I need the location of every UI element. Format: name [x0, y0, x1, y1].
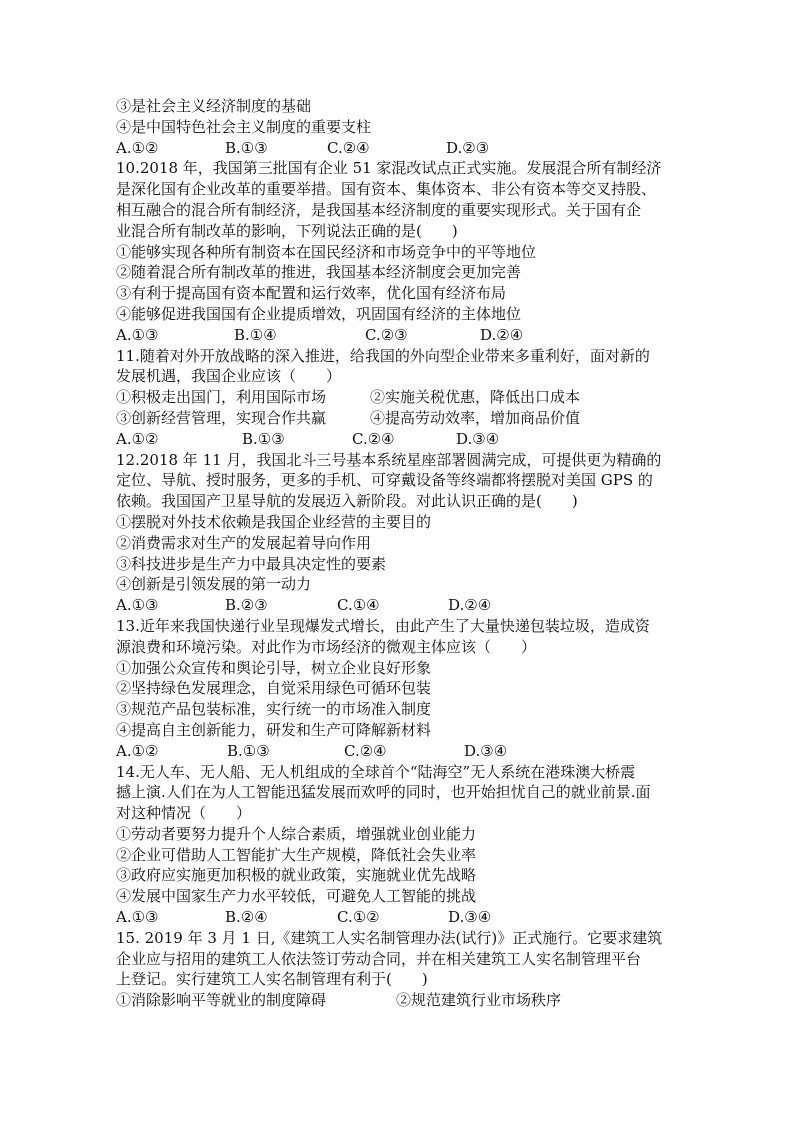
item-line: ③有利于提高国有资本配置和运行效率，优化国有经济布局 — [116, 284, 507, 303]
item-line: ①劳动者要努力提升个人综合素质，增强就业创业能力 — [116, 824, 477, 843]
answer-options — [116, 907, 686, 928]
question-stem-line: 对这种情况（ ） — [116, 804, 252, 823]
question-14 — [116, 762, 686, 928]
item-line: ②随着混合所有制改革的推进，我国基本经济制度会更加完善 — [116, 263, 522, 282]
option-d: D.②④ — [448, 596, 492, 615]
item-line: ①摆脱对外技术依赖是我国企业经营的主要目的 — [116, 512, 432, 531]
option-c: C.②④ — [352, 429, 395, 448]
question-stem-line: 依赖。我国国产卫星导航的发展迈入新阶段。对此认识正确的是( ) — [116, 492, 578, 511]
item-line: ④提高自主创新能力，研发和生产可降解新材料 — [116, 720, 432, 739]
option-d: D.②③ — [446, 138, 490, 157]
item-line: ②坚持绿色发展理念，自觉采用绿色可循环包装 — [116, 679, 432, 698]
answer-options — [116, 595, 686, 616]
option-a: A.①② — [116, 138, 159, 157]
question-stem-line: 撼上演.人们在为人工智能迅猛发展而欢呼的同时，也开始担忧自己的就业前景.面 — [116, 783, 651, 802]
question-stem-line: 13.近年来我国快递行业呈现爆发式增长，由此产生了大量快递包装垃圾，造成资 — [116, 616, 650, 635]
item-line: ④发展中国家生产力水平较低，可避免人工智能的挑战 — [116, 887, 477, 906]
item-right: ②实施关税优惠，降低出口成本 — [370, 388, 581, 407]
item-line: ③是社会主义经济制度的基础 — [116, 97, 312, 115]
item-left: ①积极走出国门，利用国际市场 — [116, 388, 327, 407]
option-d: D.③④ — [448, 908, 492, 927]
option-b: B.②④ — [225, 908, 268, 927]
question-stem-line: 11.随着对外开放战略的深入推进，给我国的外向型企业带来多重利好，面对新的 — [116, 346, 650, 365]
item-right: ④提高劳动效率，增加商品价值 — [370, 408, 581, 427]
option-c: C.①④ — [337, 596, 380, 615]
question-stem-line: 定位、导航、授时服务，更多的手机、可穿戴设备等终端都将摆脱对美国 GPS 的 — [116, 471, 653, 490]
item-line: ①加强公众宣传和舆论引导，树立企业良好形象 — [116, 658, 432, 677]
question-stem-line: 14.无人车、无人船、无人机组成的全球首个“陆海空”无人系统在港珠澳大桥震 — [116, 762, 636, 781]
item-line: ④创新是引领发展的第一动力 — [116, 575, 312, 594]
option-a: A.①② — [116, 429, 159, 448]
option-c: C.①② — [337, 908, 380, 927]
item-line: ④能够促进我国国有企业提质增效，巩固国有经济的主体地位 — [116, 304, 522, 323]
item-line: ②企业可借助人工智能扩大生产规模，降低社会失业率 — [116, 845, 477, 864]
option-d: D.③④ — [464, 741, 508, 760]
answer-options — [116, 325, 686, 346]
option-c: C.②④ — [344, 741, 387, 760]
question-10 — [116, 158, 686, 345]
question-stem-line: 业混合所有制改革的影响，下列说法正确的是( ) — [116, 221, 458, 240]
option-a: A.①③ — [116, 325, 159, 344]
question-stem-line: 发展机遇，我国企业应该（ ） — [116, 367, 342, 386]
item-line: ④是中国特色社会主义制度的重要支柱 — [116, 117, 372, 136]
item-line: ③政府应实施更加积极的就业政策，实施就业优先战略 — [116, 866, 477, 885]
question-stem-line: 上登记。实行建筑工人实名制管理有利于( ) — [116, 970, 428, 989]
item-pair — [116, 990, 686, 1011]
item-pair — [116, 387, 686, 408]
question-stem-line: 相互融合的混合所有制经济，是我国基本经济制度的重要实现形式。关于国有企 — [116, 200, 642, 219]
item-left: ③创新经营管理，实现合作共赢 — [116, 408, 327, 427]
option-b: B.①③ — [242, 429, 285, 448]
question-stem-line: 企业应与招用的建筑工人依法签订劳动合同，并在相关建筑工人实名制管理平台 — [116, 949, 642, 968]
option-b: B.②③ — [225, 596, 268, 615]
option-b: B.①④ — [234, 325, 277, 344]
answer-options — [116, 138, 686, 159]
item-line: ①能够实现各种所有制资本在国民经济和市场竞争中的平等地位 — [116, 242, 537, 261]
question-stem-line: 源浪费和环境污染。对此作为市场经济的微观主体应该（ ） — [116, 637, 537, 656]
question-11 — [116, 346, 686, 450]
question-12 — [116, 450, 686, 616]
option-a: A.①② — [116, 741, 159, 760]
option-c: C.②④ — [327, 138, 370, 157]
item-left: ①消除影响平等就业的制度障碍 — [116, 991, 327, 1010]
item-pair — [116, 408, 686, 429]
answer-options — [116, 741, 686, 762]
item-right: ②规范建筑行业市场秩序 — [396, 991, 562, 1010]
option-a: A.①③ — [116, 908, 159, 927]
item-line: ②消费需求对生产的发展起着导向作用 — [116, 533, 372, 552]
question-13 — [116, 616, 686, 762]
question-stem-line: 是深化国有企业改革的重要举措。国有资本、集体资本、非公有资本等交叉持股、 — [116, 180, 657, 199]
option-c: C.②③ — [365, 325, 408, 344]
item-line: ③规范产品包装标准，实行统一的市场准入制度 — [116, 700, 432, 719]
option-d: D.③④ — [456, 429, 500, 448]
question-stem-line: 15. 2019 年 3 月 1 日,《建筑工人实名制管理办法(试行)》正式施行。它要求建筑 — [116, 928, 663, 947]
option-d: D.②④ — [480, 325, 524, 344]
question-stem-line: 10.2018 年，我国第三批国有企业 51 家混改试点正式实施。发展混合所有制经济 — [116, 159, 662, 178]
option-b: B.①③ — [225, 138, 268, 157]
option-b: B.①③ — [227, 741, 270, 760]
page-content — [116, 96, 686, 1011]
item-line: ③科技进步是生产力中最具决定性的要素 — [116, 554, 387, 573]
question-15 — [116, 928, 686, 1011]
answer-options — [116, 429, 686, 450]
question-stem-line: 12.2018 年 11 月，我国北斗三号基本系统星座部署圆满完成，可提供更为精确的 — [116, 450, 662, 469]
option-a: A.①③ — [116, 596, 159, 615]
